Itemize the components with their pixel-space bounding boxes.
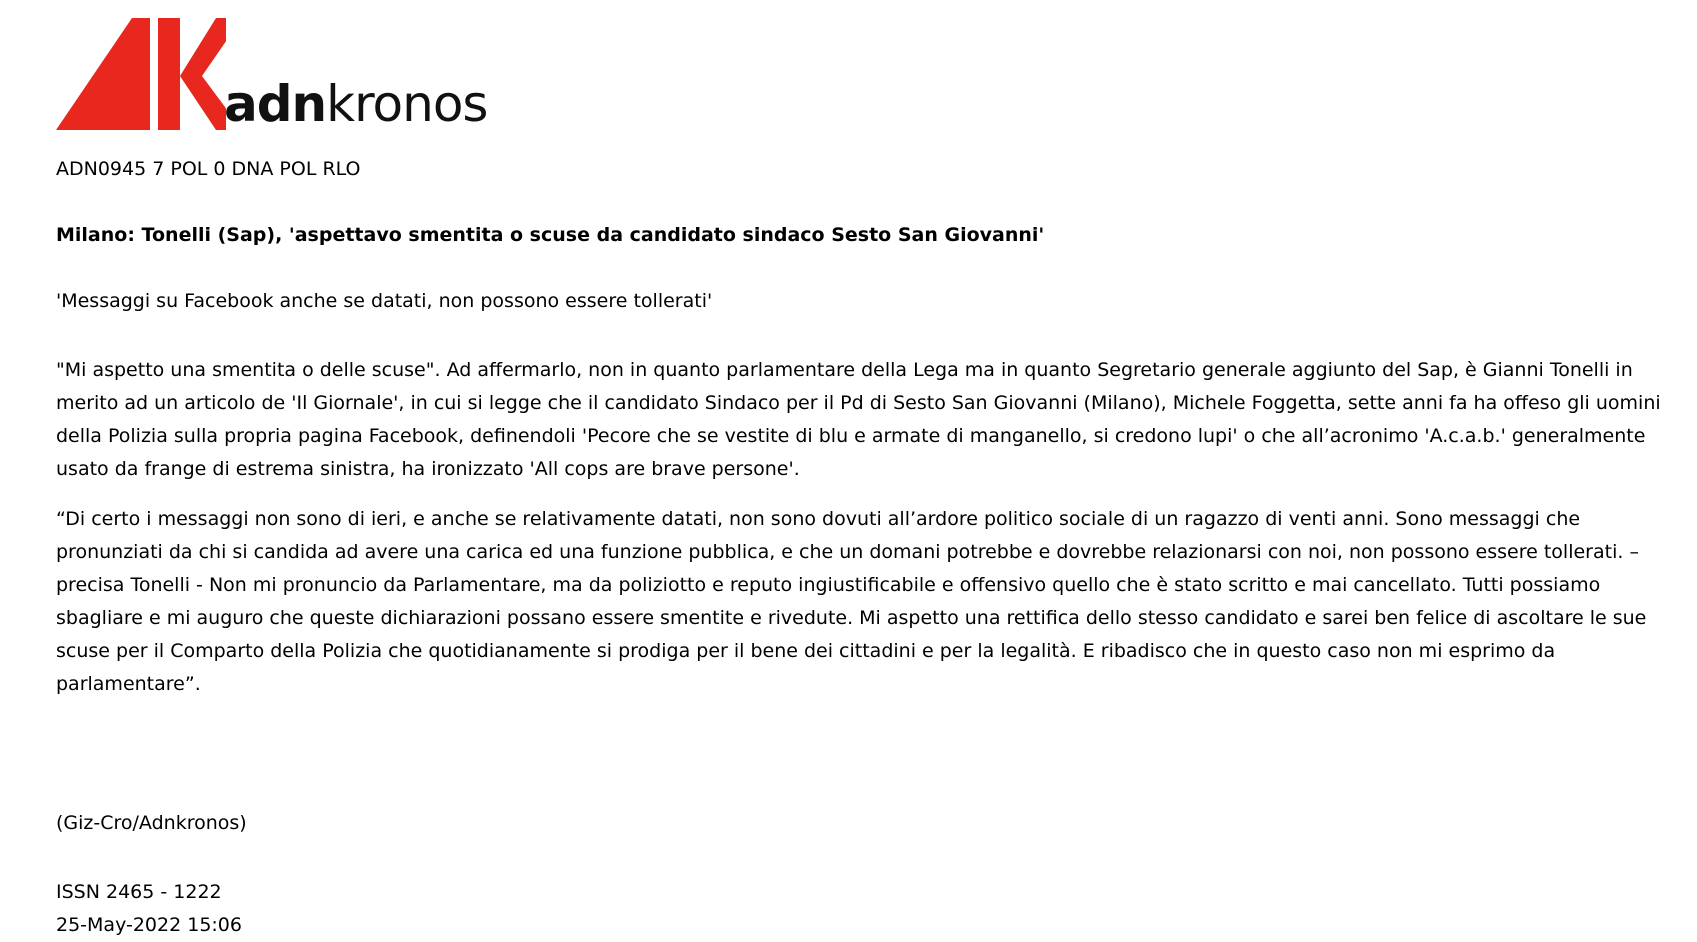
publication-datetime: 25-May-2022 15:06 — [56, 914, 242, 936]
adnkronos-logo — [56, 18, 496, 133]
issn-number: ISSN 2465 - 1222 — [56, 881, 222, 903]
logo-text-regular: kronos — [326, 75, 488, 133]
document-page — [56, 18, 1666, 942]
article-subtitle: 'Messaggi su Facebook anche se datati, non possono essere tollerati' — [56, 290, 713, 312]
logo-text-bold: adn — [224, 75, 327, 133]
article-headline: Milano: Tonelli (Sap), 'aspettavo smentita o scuse da candidato sindaco Sesto San Giovanni' — [56, 224, 1045, 246]
adnkronos-logo-mark-icon — [56, 18, 226, 130]
article-signature: (Giz-Cro/Adnkronos) — [56, 812, 247, 834]
adnkronos-wordmark — [224, 74, 487, 134]
article-paragraph-2: “Di certo i messaggi non sono di ieri, e anche se relativamente datati, non sono dovuti all’ardore politico sociale di un ragazzo di venti anni. Sono messaggi che pronunziati da chi si candida ad avere una carica ed una funzione pubblica, e che un domani potrebbe e dovrebbe relazionarsi con noi, non possono essere tollerati. – precisa Tonelli - Non mi pronuncio da Parlamentare, ma da poliziotto e reputo ingiustificabile e offensivo quello che è stato scritto e mai cancellato. Tutti possiamo sbagliare e mi auguro che queste dichiarazioni possano essere smentite e rivedute. Mi aspetto una rettifica dello stesso candidato e sarei ben felice di ascoltare le sue scuse per il Comparto della Polizia che quotidianamente si prodiga per il bene dei cittadini e per la legalità. E ribadisco che in questo caso non mi esprimo da parlamentare”. — [56, 508, 1647, 695]
article-paragraph-1: "Mi aspetto una smentita o delle scuse". Ad affermarlo, non in quanto parlamentare della Lega ma in quanto Segretario generale aggiunto del Sap, è Gianni Tonelli in merito ad un articolo de 'Il Giornale', in cui si legge che il candidato Sindaco per il Pd di Sesto San Giovanni (Milano), Michele Foggetta, sette anni fa ha offeso gli uomini della Polizia sulla propria pagina Facebook, definendoli 'Pecore che se vestite di blu e armate di manganello, si credono lupi' o che all’acronimo 'A.c.a.b.' generalmente usato da frange di estrema sinistra, ha ironizzato 'All cops are brave persone'. — [56, 359, 1661, 480]
agency-code: ADN0945 7 POL 0 DNA POL RLO — [56, 158, 361, 180]
